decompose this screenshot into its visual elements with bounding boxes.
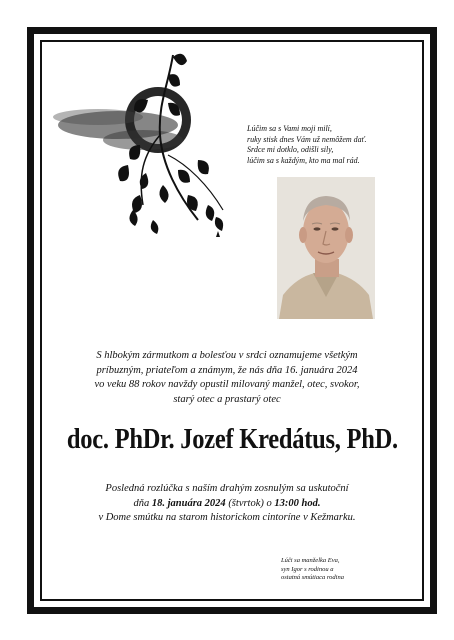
farewell-poem: Lúčim sa s Vami moji milí, ruky stisk dnes Vám už nemôžem dať. Srdce mi dotklo, odišli sily, lúčim sa s každým, kto ma mal rád. [247, 124, 367, 165]
funeral-line-1: Posledná rozlúčka s naším drahým zosnulým sa uskutoční [105, 483, 349, 494]
funeral-line-3: v Dome smútku na starom historickom cintoríne v Kežmarku. [98, 512, 356, 523]
deceased-name: doc. PhDr. Jozef Kredátus, PhD. [66, 424, 398, 455]
mourners-signature: Lúči sa manželka Eva, syn Igor s rodinou a ostatná smútiaca rodina [281, 557, 344, 581]
funeral-day: (štvrtok) o [225, 497, 275, 509]
funeral-information [60, 482, 394, 526]
birch-branch-moon-icon [48, 45, 238, 245]
death-announcement: S hlbokým zármutkom a bolesťou v srdci oznamujeme všetkým príbuzným, priateľom a známym, že nás dňa 16. januára 2024 vo veku 88 rokov navždy opustil milovaný manžel, otec, svokor, starý otec a prastarý otec [94, 350, 360, 405]
funeral-date: 18. januára 2024 [151, 497, 226, 509]
funeral-line-2 [60, 497, 394, 512]
funeral-time: 13:00 hod. [274, 497, 321, 509]
portrait-photo [277, 177, 375, 319]
funeral-date-prefix: dňa [133, 497, 152, 509]
